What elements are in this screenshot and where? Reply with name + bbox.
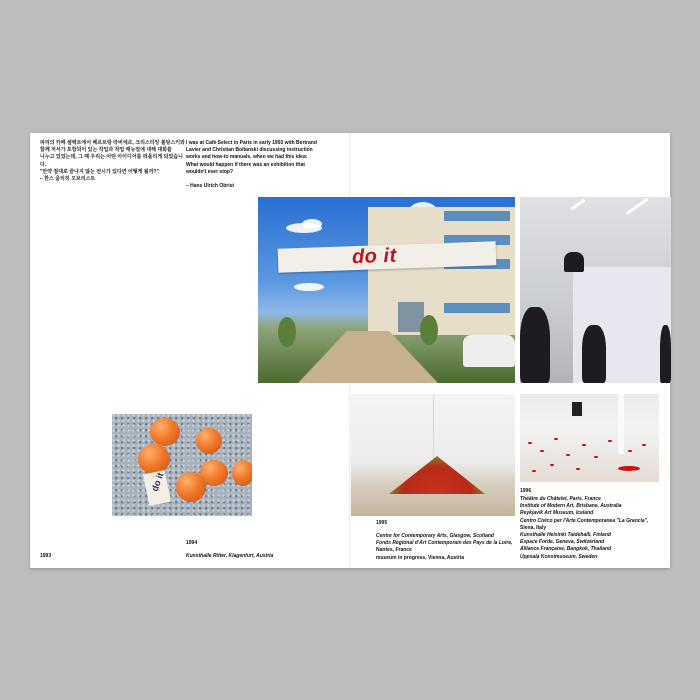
english-line: wouldn't ever stop?: [186, 168, 234, 175]
red-splash: [618, 466, 640, 471]
orange: [150, 418, 180, 446]
red-speck: [532, 470, 536, 472]
do-it-banner-photo: [258, 197, 515, 383]
korean-line: "만약 절대로 끝나지 않는 전시가 있다면 어떻게 될까?": [40, 168, 159, 175]
red-speck: [582, 444, 586, 446]
caption-year-1994: 1994: [186, 540, 198, 546]
column: [618, 394, 624, 454]
walkway: [298, 331, 438, 383]
orange: [176, 472, 206, 502]
red-scatter-photo: [520, 394, 659, 482]
venue-line: Théâtre du Châtelet, Paris, France: [520, 496, 601, 502]
building-window: [444, 211, 510, 221]
cloud: [302, 219, 322, 229]
speaker-box: [572, 402, 582, 416]
caption-year-1995: 1995: [376, 520, 388, 526]
parked-car: [463, 335, 515, 367]
english-line: works and how-to manuals, when we had this idea:: [186, 154, 308, 161]
red-speck: [554, 438, 558, 440]
venue-line: Nantes, France: [376, 547, 412, 554]
person: [582, 325, 606, 383]
venue-line: Espace Forde, Geneva, Switzerland: [520, 539, 605, 546]
venue-line: Kunsthalle Helsinki Taidehalli, Finland: [520, 532, 611, 539]
venue-line: Siena, Italy: [520, 524, 547, 531]
venue-line: Fonds Régional d'Art Contemporain des Pays de la Loire,: [376, 540, 513, 547]
english-quote: [186, 140, 346, 176]
red-pile-photo: [351, 394, 515, 516]
box-label: do it: [149, 471, 166, 493]
english-line: Lavier and Christian Boltanski discussing instruction: [186, 147, 313, 154]
english-line: What would happen if there was an exhibition that: [186, 161, 305, 168]
venue-line: Reykjavik Art Museum, Iceland: [520, 510, 594, 517]
red-speck: [594, 456, 598, 458]
building: [368, 207, 515, 335]
red-speck: [642, 444, 646, 446]
person: [564, 252, 584, 272]
tree: [420, 315, 438, 345]
korean-line: 파리의 카페 셀렉트에서 베르트랑 라비에르, 크리스티앙 볼탕스키와: [40, 140, 185, 146]
korean-attribution: – 한스 울리히 오브리스트: [40, 176, 96, 182]
red-speck: [628, 450, 632, 452]
ceiling-beam: [571, 199, 586, 211]
venue-line: Centre for Contemporary Arts, Glasgow, Scotland: [376, 533, 494, 539]
cloud: [294, 283, 324, 291]
building-window: [444, 303, 510, 313]
person: [660, 325, 671, 383]
red-speck: [528, 442, 532, 444]
english-attribution: – Hans Ulrich Obrist: [186, 183, 235, 189]
banner-text: do it: [351, 244, 398, 269]
caption-1994-venue: Kunsthalle Ritter, Klagenfurt, Austria: [186, 553, 274, 559]
gallery-interior-photo: [520, 197, 671, 383]
caption-year-1993: 1993: [40, 553, 52, 559]
tree: [278, 317, 296, 347]
korean-line: 함께 저서가 포함되어 있는 작업과 작업 매뉴얼에 대해 대화를: [40, 147, 172, 154]
oranges-photo: [112, 414, 252, 516]
venue-line: Alliance Française, Bangkok, Thailand: [520, 546, 612, 553]
korean-line: 나누고 있었는데, 그 때 우리는 어떤 아이디어를 떠올리게 되었습니다.: [40, 154, 183, 168]
venue-line: Uppsala Konstmuseum, Sweden: [520, 553, 598, 560]
english-line: I was at Café Select in Paris in early 1993 with Bertrand: [186, 140, 317, 146]
red-pile: [389, 456, 485, 494]
orange: [196, 428, 222, 454]
red-speck: [550, 464, 554, 466]
ceiling-beam: [625, 198, 648, 215]
venue-line: Centro Civico per l'Arte Contemporanea "La Grancia",: [520, 517, 649, 524]
red-speck: [566, 454, 570, 456]
red-speck: [608, 440, 612, 442]
korean-quote: [40, 140, 185, 176]
venue-line: Institute of Modern Art, Brisbane, Australia: [520, 503, 622, 510]
red-speck: [576, 468, 580, 470]
caption-year-1996: 1996: [520, 488, 532, 494]
caption-1996-venues: [520, 496, 665, 561]
venue-line: museum in progress, Vienna, Austria: [376, 554, 465, 561]
orange: [232, 460, 252, 486]
red-speck: [540, 450, 544, 452]
orange: [138, 444, 170, 474]
person: [520, 307, 550, 383]
